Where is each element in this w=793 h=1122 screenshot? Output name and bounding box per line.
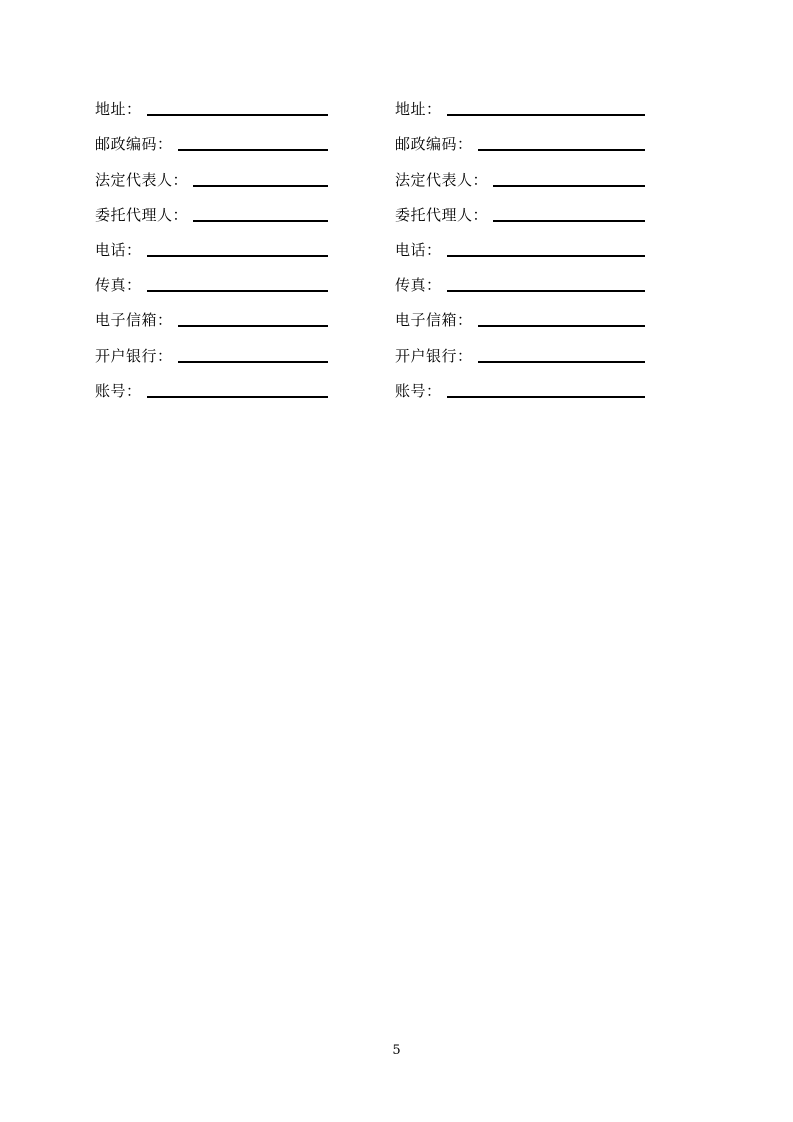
field-authorized-agent bbox=[95, 194, 328, 229]
field-label: 委托代理人： bbox=[395, 205, 489, 224]
field-postal-code bbox=[395, 123, 645, 158]
field-email bbox=[395, 299, 645, 334]
fill-in-blank-line[interactable] bbox=[447, 280, 645, 292]
field-label: 地址： bbox=[395, 100, 442, 119]
field-label: 地址： bbox=[95, 100, 142, 119]
field-legal-representative bbox=[95, 158, 328, 193]
fill-in-blank-line[interactable] bbox=[147, 104, 328, 116]
field-address bbox=[395, 88, 645, 123]
field-label: 开户银行： bbox=[95, 346, 173, 365]
fill-in-blank-line[interactable] bbox=[178, 139, 328, 151]
field-label: 传真： bbox=[395, 276, 442, 295]
field-label: 账号： bbox=[95, 381, 142, 400]
field-label: 开户银行： bbox=[395, 346, 473, 365]
field-label: 电话： bbox=[95, 240, 142, 259]
field-label: 邮政编码： bbox=[95, 135, 173, 154]
field-fax bbox=[95, 264, 328, 299]
field-phone bbox=[395, 229, 645, 264]
field-label: 邮政编码： bbox=[395, 135, 473, 154]
field-label: 传真： bbox=[95, 276, 142, 295]
fill-in-blank-line[interactable] bbox=[193, 175, 328, 187]
fill-in-blank-line[interactable] bbox=[478, 351, 645, 363]
field-phone bbox=[95, 229, 328, 264]
fill-in-blank-line[interactable] bbox=[493, 210, 645, 222]
field-email bbox=[95, 299, 328, 334]
fill-in-blank-line[interactable] bbox=[147, 245, 328, 257]
fill-in-blank-line[interactable] bbox=[178, 315, 328, 327]
field-label: 法定代表人： bbox=[95, 170, 189, 189]
field-label: 账号： bbox=[395, 381, 442, 400]
fill-in-blank-line[interactable] bbox=[478, 315, 645, 327]
field-address bbox=[95, 88, 328, 123]
field-label: 电子信箱： bbox=[395, 311, 473, 330]
fill-in-blank-line[interactable] bbox=[493, 175, 645, 187]
contact-form-grid bbox=[95, 88, 645, 405]
fill-in-blank-line[interactable] bbox=[478, 139, 645, 151]
field-bank bbox=[395, 334, 645, 369]
field-fax bbox=[395, 264, 645, 299]
fill-in-blank-line[interactable] bbox=[178, 351, 328, 363]
fill-in-blank-line[interactable] bbox=[193, 210, 328, 222]
form-column-left bbox=[95, 88, 328, 405]
fill-in-blank-line[interactable] bbox=[447, 104, 645, 116]
field-postal-code bbox=[95, 123, 328, 158]
fill-in-blank-line[interactable] bbox=[147, 386, 328, 398]
field-legal-representative bbox=[395, 158, 645, 193]
field-account-number bbox=[395, 370, 645, 405]
field-label: 电话： bbox=[395, 240, 442, 259]
field-bank bbox=[95, 334, 328, 369]
form-column-right bbox=[395, 88, 645, 405]
field-label: 电子信箱： bbox=[95, 311, 173, 330]
fill-in-blank-line[interactable] bbox=[447, 386, 645, 398]
fill-in-blank-line[interactable] bbox=[147, 280, 328, 292]
field-account-number bbox=[95, 370, 328, 405]
field-authorized-agent bbox=[395, 194, 645, 229]
field-label: 法定代表人： bbox=[395, 170, 489, 189]
field-label: 委托代理人： bbox=[95, 205, 189, 224]
fill-in-blank-line[interactable] bbox=[447, 245, 645, 257]
page-number: 5 bbox=[392, 1043, 401, 1058]
